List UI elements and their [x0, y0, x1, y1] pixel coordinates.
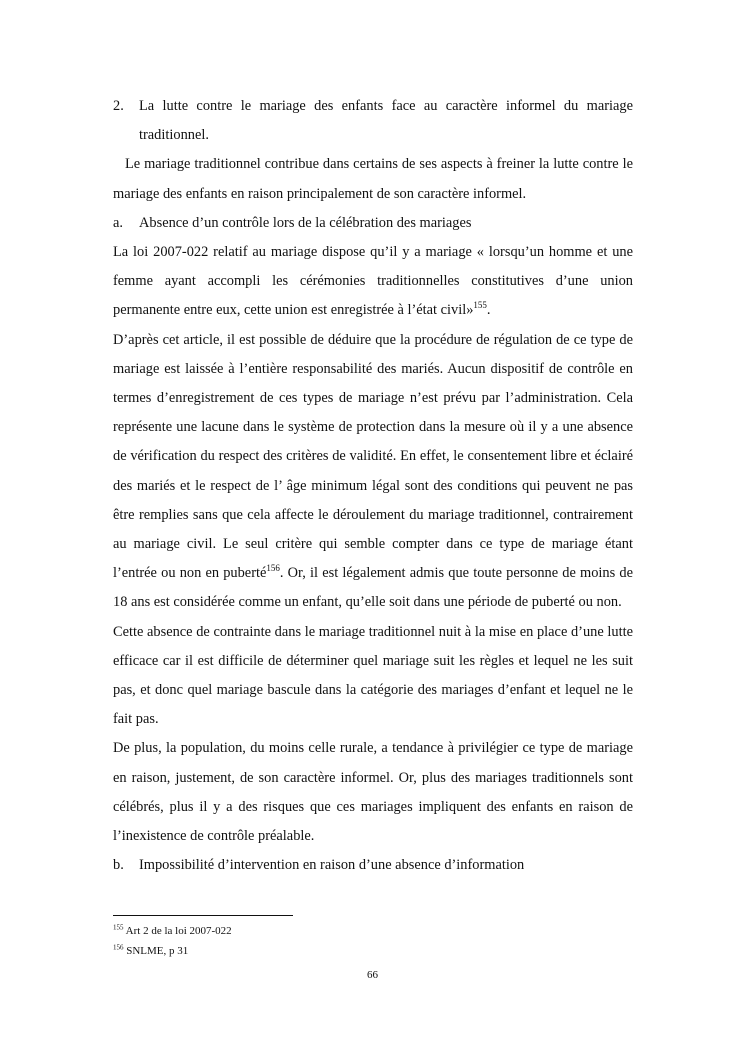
- document-page: [113, 92, 633, 880]
- footnote-number: 156: [113, 943, 124, 952]
- footnote-separator: [113, 915, 293, 916]
- footnote-number: 155: [113, 923, 124, 932]
- footnote-ref-155[interactable]: 155: [473, 300, 487, 311]
- subheading-a-letter: a.: [113, 214, 123, 231]
- subheading-b-text: Impossibilité d’intervention en raison d’une absence d’information: [139, 857, 525, 874]
- paragraph-population: De plus, la population, du moins celle rurale, a tendance à privilégier ce type de mariage en raison, justement, de son caractère informel. Or, plus des mariages traditionnels sont célébrés, plus il y a des risques que ces mariages impliquent des enfants en raison de l’inexistence de contrôle préalable.: [113, 740, 633, 845]
- footnote-ref-156[interactable]: 156: [266, 563, 280, 574]
- paragraph-article-tail: . Or, il est légalement admis que toute personne de moins de 18 ans est considérée comme un enfant, qu’elle soit dans une période de puberté ou non.: [113, 565, 633, 611]
- footnotes: [113, 921, 633, 961]
- page-number: 66: [367, 969, 378, 981]
- subheading-a-text: Absence d’un contrôle lors de la célébration des mariages: [139, 214, 472, 231]
- section-heading-2: [113, 92, 633, 150]
- footnote-text: SNLME, p 31: [126, 945, 189, 957]
- section-heading-2-text: La lutte contre le mariage des enfants face au caractère informel du mariage traditionnel.: [139, 98, 633, 144]
- footnote-item: [113, 941, 633, 961]
- footnote-item: [113, 921, 633, 941]
- paragraph-intro: Le mariage traditionnel contribue dans certains de ses aspects à freiner la lutte contre le mariage des enfants en raison principalement de son caractère informel.: [113, 156, 633, 202]
- footnote-text: Art 2 de la loi 2007-022: [125, 925, 232, 937]
- paragraph-loi-text: La loi 2007-022 relatif au mariage dispose qu’il y a mariage « lorsqu’un homme et une femme ayant accompli les cérémonies traditionnelles constitutives d’une union permanente entre eux, cette union est enregistrée à l’état civil»: [113, 244, 633, 319]
- subheading-b: [113, 851, 633, 880]
- subheading-b-letter: b.: [113, 857, 124, 874]
- paragraph-contrainte: Cette absence de contrainte dans le mariage traditionnel nuit à la mise en place d’une lutte efficace car il est difficile de déterminer quel mariage suit les règles et lequel ne les suit pas, et donc quel mariage bascule dans la catégorie des mariages d’enfant et lequel ne le fait pas.: [113, 623, 633, 728]
- paragraph-loi: [113, 238, 633, 326]
- paragraph-article-text: D’après cet article, il est possible de déduire que la procédure de régulation de ce type de mariage est laissée à l’entière responsabilité des mariés. Aucun dispositif de contrôle en termes d’enregistrement de ces types de mariage n’est prévu par l’administration. Cela représente une lacune dans le système de protection dans la mesure où il y a une absence de vérification du respect des critères de validité. En effet, le consentement libre et éclairé des mariés et le respect de l’ âge minimum légal sont des conditions qui peuvent ne pas être remplies sans que cela affecte le déroulement du mariage traditionnel, contrairement au mariage civil. Le seul critère qui semble compter dans ce type de mariage étant l’entrée ou non en puberté: [113, 331, 633, 582]
- paragraph-loi-tail: .: [486, 302, 491, 319]
- paragraph-article: [113, 326, 633, 618]
- subheading-a: [113, 209, 633, 238]
- section-heading-2-number: 2.: [113, 98, 124, 114]
